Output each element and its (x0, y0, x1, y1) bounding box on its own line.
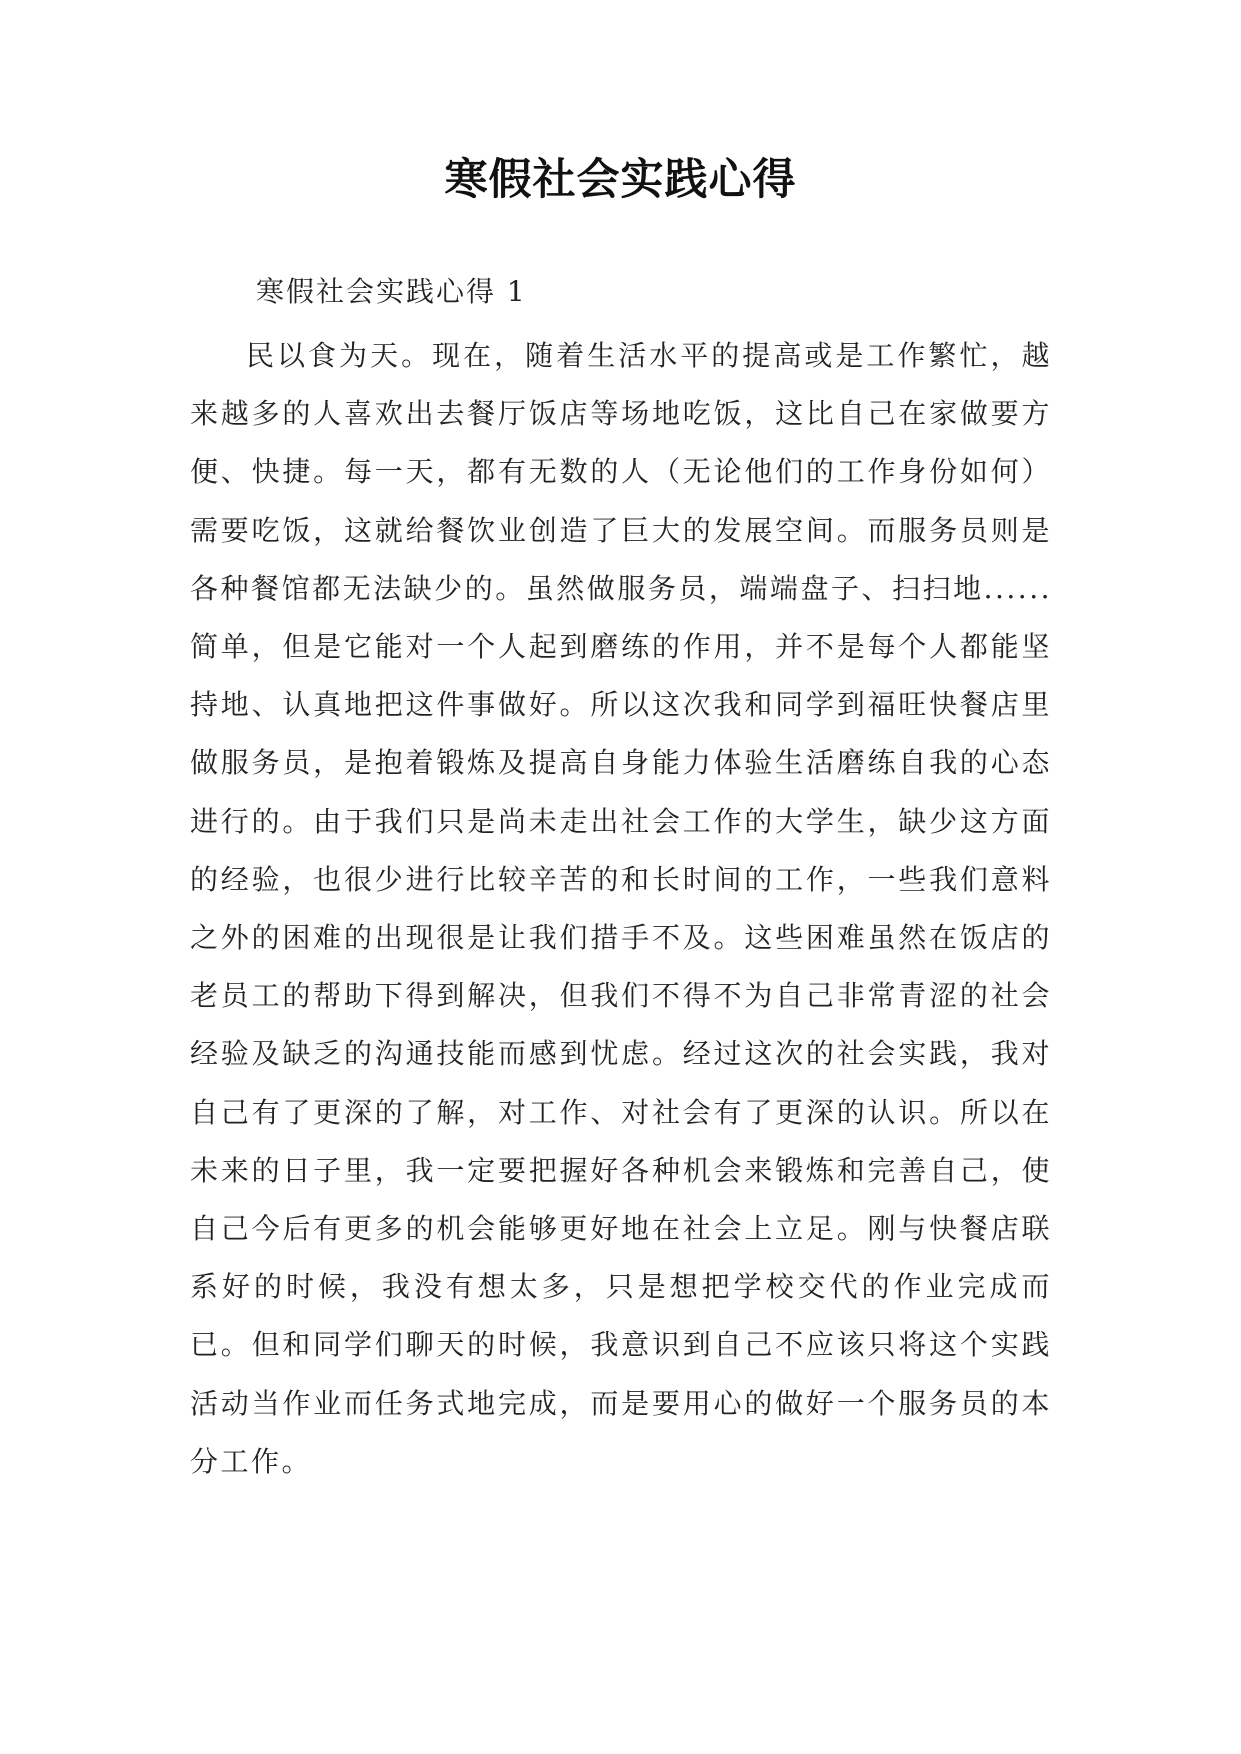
section-heading: 寒假社会实践心得 1 (256, 275, 527, 308)
body-paragraph: 民以食为天。现在，随着生活水平的提高或是工作繁忙，越来越多的人喜欢出去餐厅饭店等场地吃饭，这比自己在家做要方便、快捷。每一天，都有无数的人（无论他们的工作身份如何）需要吃饭，这就给餐饮业创造了巨大的发展空间。而服务员则是各种餐馆都无法缺少的。虽然做服务员，端端盘子、扫扫地......简单，但是它能对一个人起到磨练的作用，并不是每个人都能坚持地、认真地把这件事做好。所以这次我和同学到福旺快餐店里做服务员，是抱着锻炼及提高自身能力体验生活磨练自我的心态进行的。由于我们只是尚未走出社会工作的大学生，缺少这方面的经验，也很少进行比较辛苦的和长时间的工作，一些我们意料之外的困难的出现很是让我们措手不及。这些困难虽然在饭店的老员工的帮助下得到解决，但我们不得不为自己非常青涩的社会经验及缺乏的沟通技能而感到忧虑。经过这次的社会实践，我对自己有了更深的了解，对工作、对社会有了更深的认识。所以在未来的日子里，我一定要把握好各种机会来锻炼和完善自己，使自己今后有更多的机会能够更好地在社会上立足。刚与快餐店联系好的时候，我没有想太多，只是想把学校交代的作业完成而已。但和同学们聊天的时候，我意识到自己不应该只将这个实践活动当作业而任务式地完成，而是要用心的做好一个服务员的本分工作。 (190, 339, 1052, 1478)
document-title: 寒假社会实践心得 (444, 155, 797, 205)
